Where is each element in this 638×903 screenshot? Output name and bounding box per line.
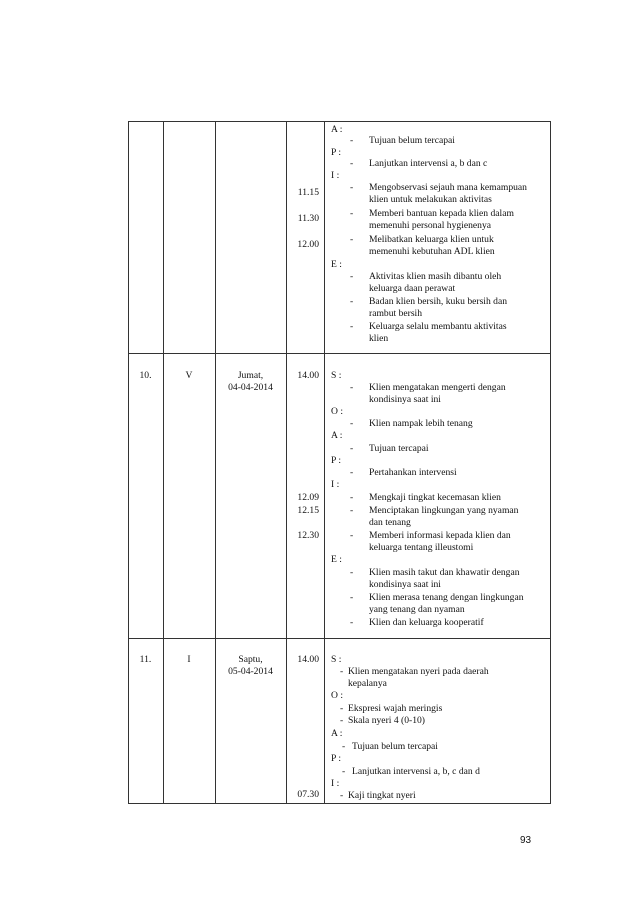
col-divider [128,121,129,804]
diagnosis-code: V [185,370,193,381]
section-label: A : [331,124,343,135]
section-label: P : [331,147,342,158]
bullet-dash: - [350,567,354,578]
section-label: O : [331,406,343,417]
item-text: Tujuan tercapai [369,443,429,454]
time-cell: 07.30 [297,789,319,800]
table-border-top [128,121,551,122]
item-text: Kaji tingkat nyeri [348,790,416,801]
item-text: Aktivitas klien masih dibantu oleh [369,271,502,282]
section-label: E : [331,554,342,565]
item-text: Klien masih takut dan khawatir dengan [369,567,520,578]
item-text: Ekspresi wajah meringis [348,703,443,714]
item-text: Badan klien bersih, kuku bersih dan [369,296,508,307]
bullet-dash: - [350,530,354,541]
evaluation-table [128,121,551,804]
item-text: Tujuan belum tercapai [352,741,438,752]
section-label: E : [331,259,342,270]
section-label: O : [331,690,343,701]
row-divider [128,638,551,639]
date-day: Saptu, [238,654,263,665]
time-cell: 12.09 [297,492,319,503]
time-cell: 11.30 [297,213,319,224]
time-cell: 12.30 [297,530,319,541]
bullet-dash: - [350,208,354,219]
item-text: kondisinya saat ini [369,579,441,590]
item-text: Memberi bantuan kepada klien dalam [369,208,514,219]
item-text: Melibatkan keluarga klien untuk [369,234,494,245]
bullet-dash: - [340,715,344,726]
item-text: Tujuan belum tercapai [369,135,455,146]
time-cell: 12.15 [297,505,319,516]
bullet-dash: - [350,492,354,503]
bullet-dash: - [350,182,354,193]
bullet-dash: - [350,234,354,245]
item-text: Klien mengatakan nyeri pada daerah [348,666,489,677]
item-text: Pertahankan intervensi [369,467,457,478]
section-label: A : [331,728,343,739]
bullet-dash: - [340,703,344,714]
section-label: I : [331,170,340,181]
col-divider [215,121,216,804]
item-text: Klien mengatakan mengerti dengan [369,382,506,393]
item-text: memenuhi personal hygienenya [369,220,492,231]
item-text: Klien nampak lebih tenang [369,418,473,429]
col-divider [324,121,325,804]
table-border-bottom [128,803,551,804]
bullet-dash: - [340,666,344,677]
bullet-dash: - [350,443,354,454]
section-label: S : [331,370,342,381]
row-number: 11. [139,654,152,665]
bullet-dash: - [350,135,354,146]
row-divider [128,353,551,354]
item-text: keluarga tentang illeustomi [369,542,474,553]
item-text: klien untuk melakukan aktivitas [369,194,492,205]
item-text: Klien merasa tenang dengan lingkungan [369,592,524,603]
time-cell: 11.15 [297,187,319,198]
item-text: Menciptakan lingkungan yang nyaman [369,505,519,516]
item-text: memenuhi kebutuhan ADL klien [369,246,495,257]
row-number: 10. [139,370,152,381]
item-text: Klien dan keluarga kooperatif [369,617,484,628]
bullet-dash: - [350,505,354,516]
date-day: Jumat, [237,370,264,381]
page-number: 93 [520,835,532,846]
bullet-dash: - [350,418,354,429]
item-text: yang tenang dan nyaman [369,604,465,615]
bullet-dash: - [350,158,354,169]
date-value: 04-04-2014 [228,382,273,393]
bullet-dash: - [350,617,354,628]
item-text: keluarga daan perawat [369,283,456,294]
bullet-dash: - [350,467,354,478]
item-text: Lanjutkan intervensi a, b, c dan d [352,766,480,777]
item-text: Mengobservasi sejauh mana kemampuan [369,182,527,193]
time-cell: 12.00 [297,239,319,250]
item-text: Mengkaji tingkat kecemasan klien [369,492,501,503]
col-divider [163,121,164,804]
item-text: Memberi informasi kepada klien dan [369,530,511,541]
time-cell: 14.00 [297,370,319,381]
time-cell: 14.00 [297,654,319,665]
bullet-dash: - [342,741,346,752]
section-label: A : [331,430,343,441]
bullet-dash: - [340,790,344,801]
section-label: P : [331,753,342,764]
item-text: Keluarga selalu membantu aktivitas [369,321,507,332]
item-text: kondisinya saat ini [369,394,441,405]
item-text: Lanjutkan intervensi a, b dan c [369,158,488,169]
bullet-dash: - [350,321,354,332]
section-label: I : [331,479,340,490]
bullet-dash: - [350,382,354,393]
bullet-dash: - [350,296,354,307]
col-divider [550,121,551,804]
item-text: dan tenang [369,517,411,528]
date-value: 05-04-2014 [228,666,273,677]
item-text: rambut bersih [369,308,423,319]
bullet-dash: - [350,592,354,603]
diagnosis-code: I [187,654,191,665]
item-text: Skala nyeri 4 (0-10) [348,715,425,726]
section-label: S : [331,654,342,665]
bullet-dash: - [350,271,354,282]
section-label: I : [331,778,340,789]
bullet-dash: - [342,766,346,777]
item-text: klien [369,333,389,344]
item-text: kepalanya [348,678,387,689]
section-label: P : [331,455,342,466]
